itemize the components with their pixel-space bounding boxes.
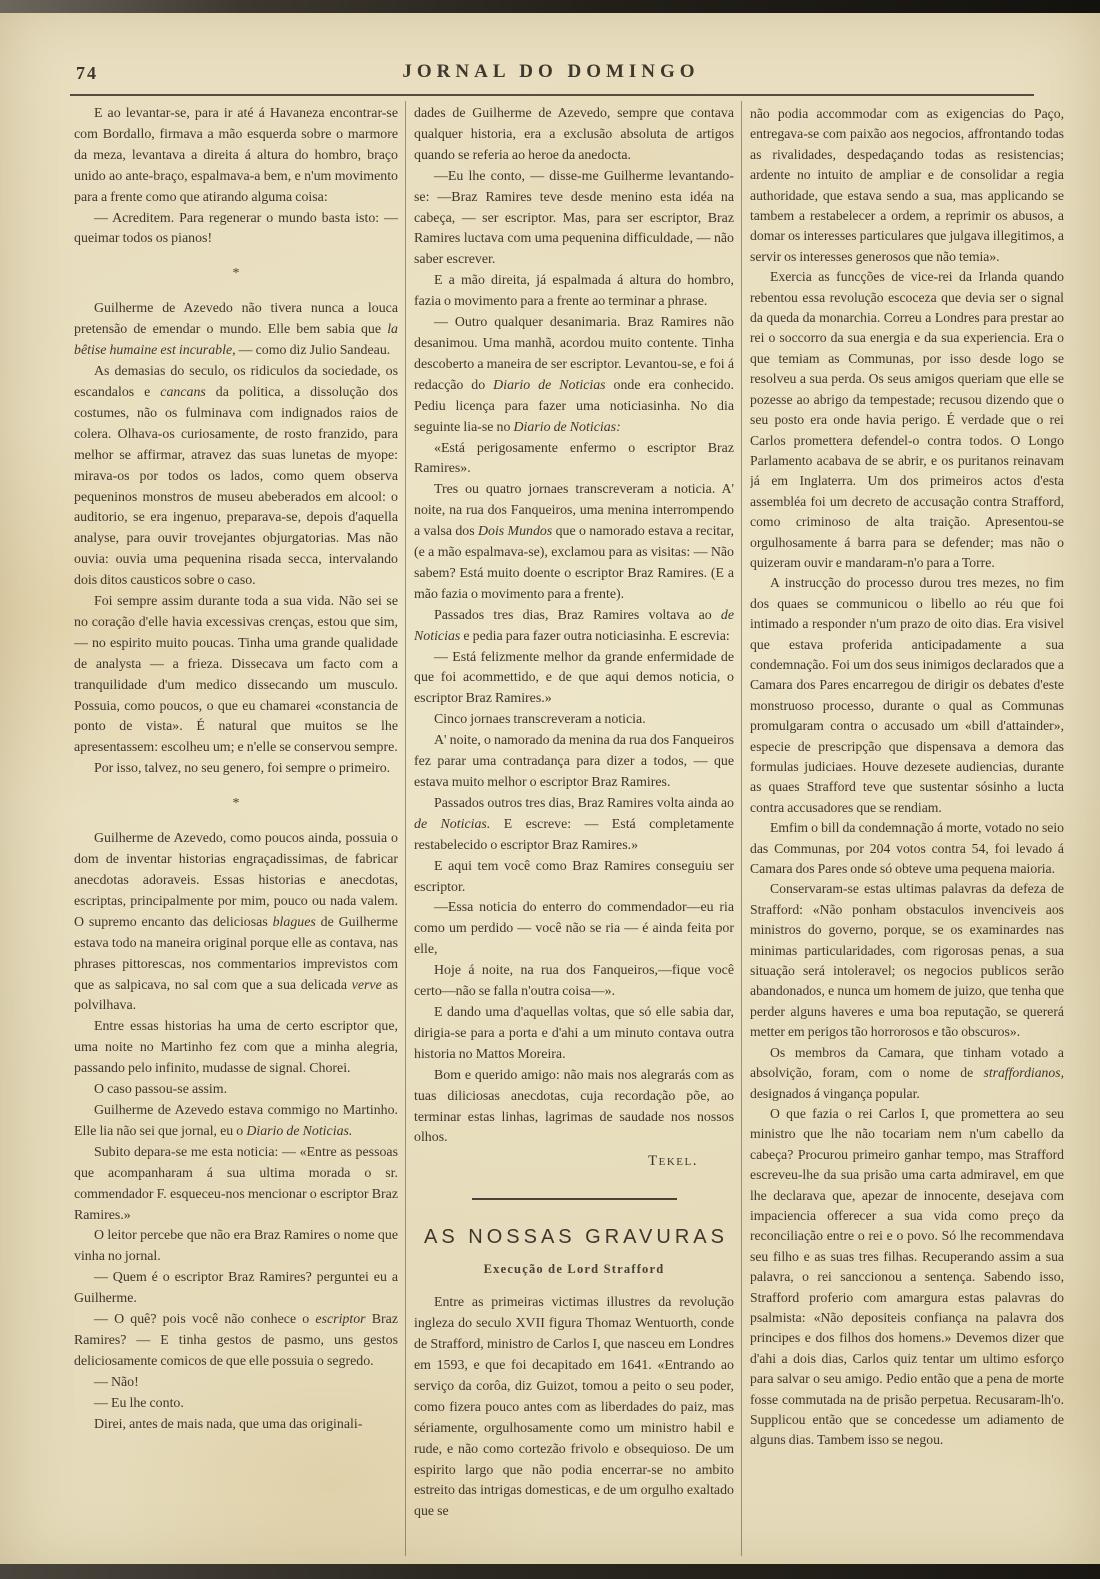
paragraph: — Acreditem. Para regenerar o mundo basta isto: — queimar todos os pianos!: [74, 210, 398, 247]
paragraph: O leitor percebe que não era Braz Ramires o nome que vinha no jornal.: [74, 1228, 398, 1265]
section-title: AS NOSSAS GRAVURAS: [424, 1226, 728, 1249]
scan-edge-top: [0, 0, 1100, 13]
paragraph: O caso passou-se assim.: [94, 1082, 228, 1098]
paragraph: Subito depara-se me esta noticia: — «Entre as pessoas que acompanharam á sua ultima morada o sr. commendador F. esqueceu-nos mencionar o escriptor Braz Ramires.»: [74, 1144, 398, 1223]
paragraph: A' noite, o namorado da menina da rua dos Fanqueiros fez parar uma contradança para dizer a todos, — que estava muito melhor o escriptor Braz Ramires.: [414, 733, 734, 790]
paragraph: Por isso, talvez, no seu genero, foi sempre o primeiro.: [94, 761, 391, 777]
paragraph: Os membros da Camara, que tinham votado a absolvição, foram, com o nome de straffordianos, designados á vingança popular.: [750, 1044, 1064, 1101]
paragraph: O que fazia o rei Carlos I, que promettera ao seu ministro que lhe não tocariam nem n'um cabello da cabeça? Procurou primeiro ganhar tempo, mas Strafford escreveu-lhe da sua prisão uma carta admiravel, em que lhe declarava que, apezar de innocente, desejava com impaciencia offerecer a sua vida como preço da reconciliação entre o rei e o povo. Só lhe recommendava seu filho e as suas tres filhas. Recuperando assim a sua palavra, o rei sanccionou a sentença. Sabendo isso, Strafford proferio com amargura estas palavras do psalmista: «Não depositeis confiança na palavra dos principes e dos filhos dos homens.» Devemos dizer que d'ahi a dois dias, Carlos quiz tentar um ultimo esforço para salvar o seu amigo. Pedio então que a pena de morte fosse commutada na de prisão perpetua. Recusaram-lh'o. Supplicou então que se concedesse um adiamento de alguns dias. Tambem isso se negou.: [750, 1105, 1064, 1448]
paragraph: Direi, antes de mais nada, que uma das originali-: [94, 1416, 363, 1432]
paragraph: Cinco jornaes transcreveram a noticia.: [434, 712, 646, 728]
paragraph: — Outro qualquer desanimaria. Braz Ramires não desanimou. Uma manhã, acordou muito contente. Tinha descoberto a maneira de ser escriptor. Levantou-se, e foi á redacção do Diario de Noticias onde era conhecido. Pediu licença para fazer uma noticiasinha. No dia seguinte lia-se no Diario de Noticias:: [414, 315, 734, 435]
author-signature: Tekel.: [647, 1153, 698, 1170]
paragraph: — Está felizmente melhor da grande enfermidade de que foi acommettido, e de que aqui demos noticia, o escriptor Braz Ramires.»: [414, 649, 734, 707]
paragraph: Hoje á noite, na rua dos Fanqueiros,—fique você certo—não se falla n'outra coisa—».: [414, 963, 734, 1000]
paragraph: — O quê? pois você não conhece o escriptor Braz Ramires? — E tinha gestos de pasmo, uns gestos deliciosamente comicos de que elle possuia o segredo.: [74, 1312, 398, 1369]
text-column-3: [750, 104, 1064, 1562]
paragraph: dades de Guilherme de Azevedo, sempre que contava qualquer historia, era a exclusão absoluta de artigos quando se referia ao heroe da anedocta.: [414, 106, 734, 163]
paragraph: E dando uma d'aquellas voltas, que só elle sabia dar, dirigia-se para a porta e d'ahi a um minuto contava outra historia no Mattos Moreira.: [414, 1004, 734, 1062]
paragraph: não podia accommodar com as exigencias do Paço, entregava-se com paixão aos negocios, affrontando todas as rivalidades, despedaçando todas as resistencias; ardente no intuito de ampliar e de consolidar a regia authoridade, que estava sendo a sua, mas applicando se tambem a restabelecer a ordem, a reprimir os abusos, a domar os interesses particulares que julgava illegitimos, a servir os interesses generosos que não temia».: [750, 106, 1064, 264]
paragraph: —Eu lhe conto, — disse-me Guilherme levantando-se: —Braz Ramires teve desde menino esta idéa na cabeça, — ser escriptor. Mas, para ser escriptor, Braz Ramires luctava com uma pequenina difficuldade, — não saber escrever.: [414, 168, 734, 268]
column-divider-left: [405, 101, 406, 1556]
paragraph: Entre as primeiras victimas illustres da revolução ingleza do seculo XVII figura Thomaz Wentuorth, conde de Strafford, ministro de Carlos I, que nasceu em Londres em 1593, e que foi decapitado em 1641. «Entrando ao serviço da corôa, diz Guizot, tomou a peito o seu poder, como fizera pouco antes com as liberdades do paiz, mas sériamente, orgulhosamente como um ministro habil e rude, e não como cortezão frivolo e obsequioso. De um espirito largo que não podia encerrar-se no ambito estreito das intrigas domesticas, e de um orgulho exaltado que se: [414, 1295, 734, 1520]
paragraph: E aqui tem você como Braz Ramires conseguiu ser escriptor.: [414, 858, 734, 895]
masthead-title: JORNAL DO DOMINGO: [402, 61, 700, 82]
paragraph: Passados tres dias, Braz Ramires voltava ao de Noticias e pedia para fazer outra noticiasinha. E escrevia:: [414, 607, 734, 644]
paragraph: E a mão direita, já espalmada á altura do hombro, fazia o movimento para a frente ao terminar a phrase.: [414, 273, 734, 310]
paragraph: Bom e querido amigo: não mais nos alegrarás com as tuas diliciosas anecdotas, cuja recordação põe, ao terminar estas linhas, lagrimas de saudade nos nossos olhos.: [414, 1067, 734, 1146]
paragraph: Foi sempre assim durante toda a sua vida. Não sei se no coração d'elle havia excessivas crenças, estou que sim, — no espirito muito poucas. Tinha uma grande qualidade de analysta — a frieza. Dissecava um facto com a tranquilidade d'um medico dissecando um musculo. Possuia, como poucos, o que eu chamarei «constancia de ponto de vista». É natural que muitos se lhe apresentassem: escolheu um; e n'elle se conservou sempre.: [74, 594, 398, 756]
paragraph: Tres ou quatro jornaes transcreveram a noticia. A' noite, na rua dos Fanqueiros, uma menina interrompendo a valsa dos Dois Mundos que o namorado estava a recitar, (e a mão espalmava-se), exclamou para as visitas: — Não sabem? Está muito doente o escriptor Braz Ramires. (E a mão fazia o movimento para a frente).: [414, 482, 734, 602]
text-column-2: [414, 104, 734, 1562]
article-divider: [472, 1198, 677, 1200]
paragraph: Exercia as funcções de vice-rei da Irlanda quando rebentou essa revolução escoceza que devia ser o signal da queda da monarchia. Correu a Londres para prestar ao rei o soccorro da sua energia e da sua experiencia. Era o que temiam as Communas, por isso desde logo se resolveu a sua perda. Os seus amigos queriam que elle se pozesse ao abrigo da tempestade; recusou dizendo que o seu posto era onde havia perigo. É verdade que o rei Carlos promettera defendel-o contra todos. O Longo Parlamento acabava de se abrir, e os puritanos reinavam já em Inglaterra. Um dos primeiros actos d'esta assembléa foi um decreto de accusação contra Strafford, como criminoso de alta traição. Apresentou-se orgulhosamente á barra para se defender; mas não o quizeram ouvir e mandaram-n'o para a Torre.: [750, 269, 1064, 570]
page-number: 74: [76, 63, 98, 83]
paragraph: Conservaram-se estas ultimas palavras da defeza de Strafford: «Não ponham obstaculos invenciveis aos ministros do governo, porque, se os examinardes nas minimas particularidades, com rigorosas penas, a sua situação será intoleravel; os negocios publicos serão abandonados, e nunca um homem de juizo, que tenha que perder alguns haveres e uma boa reputação, se quererá metter em perigos tão horrorosos e tão obscuros».: [750, 881, 1064, 1040]
paragraph: As demasias do seculo, os ridiculos da sociedade, os escandalos e cancans da politica, a dissolução dos costumes, não os fulminava com indignados raios de colera. Olhava-os curiosamente, de rosto franzido, para melhor se affirmar, atravez das suas lunetas de myope: mirava-os por todos os lados, como quem observa pequeninos monstros de museu abeberados em alcool: o auditorio, se era ingenuo, preparava-se, depois d'aquella analyse, para ouvir trovejantes objurgatorias. Mas não ouvia: ouvia uma pequenina risada secca, intervalando dois ditos causticos sobre o caso.: [74, 364, 398, 589]
section-break-star: *: [232, 796, 240, 812]
header-rule: [70, 94, 1034, 96]
scan-edge-bottom: [0, 1564, 1100, 1579]
paragraph: A instrucção do processo durou tres mezes, no fim dos quaes se communicou o libello ao réu que foi intimado a responder n'um prazo de oito dias. Era visivel que estava proferida anticipadamente a sua condemnação. Foi um dos seus inimigos declarados que a Camara dos Pares encarregou de dirigir os debates d'este monstruoso processo, durante o qual as Communas promulgaram contra o accusado um «bill d'attainder», especie de prescripção que dispensava a demora das formulas judiciaes. Houve dezesete audiencias, durante as quaes Strafford teve que sustentar sósinho a lucta contra accusadores que se rendiam.: [750, 575, 1064, 815]
paragraph: — Eu lhe conto.: [94, 1395, 184, 1411]
paragraph: Guilherme de Azevedo não tivera nunca a louca pretensão de emendar o mundo. Elle bem sabia que la bêtise humaine est incurable, — como diz Julio Sandeau.: [74, 301, 398, 359]
paragraph: Emfim o bill da condemnação á morte, votado no seio das Communas, por 204 votos contra 54, foi levado á Camara dos Pares onde só obteve uma pequena maioria.: [750, 820, 1064, 877]
paragraph: — Quem é o escriptor Braz Ramires? perguntei eu a Guilherme.: [74, 1270, 398, 1307]
text-column-1: [74, 104, 398, 1562]
section-subtitle: Execução de Lord Strafford: [483, 1262, 665, 1277]
paragraph: «Está perigosamente enfermo o escriptor Braz Ramires».: [414, 440, 734, 477]
paragraph: Passados outros tres dias, Braz Ramires volta ainda ao de Noticias. E escreve: — Está completamente restabelecido o escriptor Braz Ramires.»: [414, 795, 734, 853]
paragraph: E ao levantar-se, para ir até á Havaneza encontrar-se com Bordallo, firmava a mão esquerda sobre o marmore da meza, levantava a direita á altura do hombro, braço unido ao ante-braço, espalmava-a bem, e n'um movimento para a frente como que atirando alguma coisa:: [74, 106, 398, 205]
paragraph: Guilherme de Azevedo estava commigo no Martinho. Elle lia não sei que jornal, eu o Diario de Noticias.: [74, 1102, 398, 1139]
paragraph: Entre essas historias ha uma de certo escriptor que, uma noite no Martinho fez com que a minha alegria, passando pelo infinito, mudasse de signal. Chorei.: [74, 1019, 398, 1077]
paragraph: Guilherme de Azevedo, como poucos ainda, possuia o dom de inventar historias engraçadissimas, de fabricar anecdotas adoraveis. Essas historias e anecdotas, escriptas, principalmente por mim, pouco ou nada valem. O supremo encanto das deliciosas blagues de Guilherme estava todo na maneira original porque elle as contava, nas phrases pittorescas, nos commentarios imprevistos com que as salpicava, no sal com que a sua delicada verve as polvilhava.: [74, 831, 398, 1014]
paragraph: —Essa noticia do enterro do commendador—eu ria como um perdido — você não se ria — é ainda feita por elle,: [414, 900, 734, 958]
section-break-star: *: [232, 266, 240, 282]
paragraph: — Não!: [94, 1374, 139, 1390]
column-divider-right: [741, 101, 742, 1556]
